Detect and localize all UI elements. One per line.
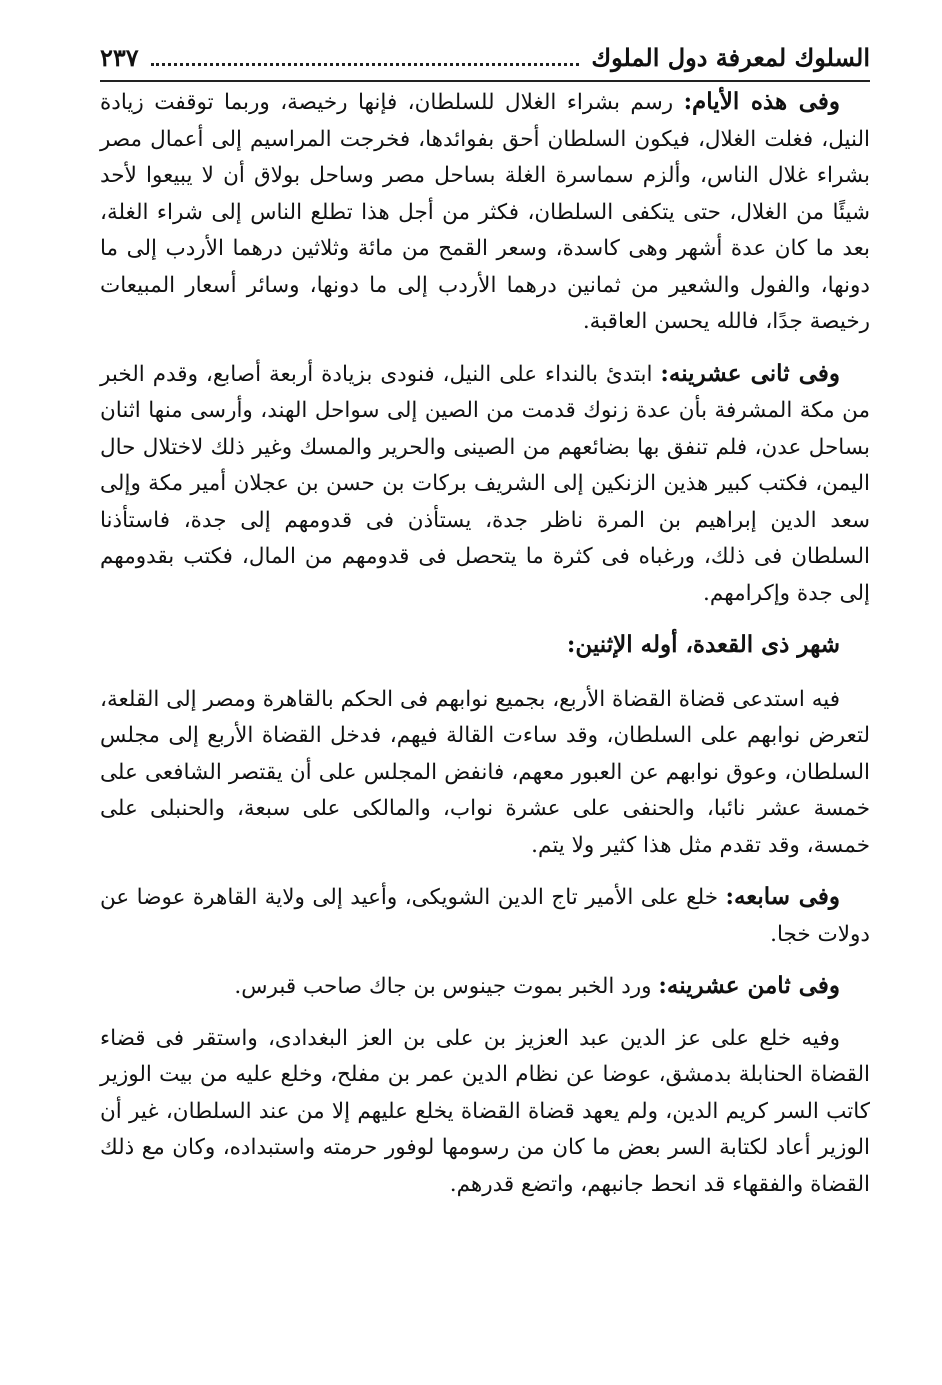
paragraph-lead: وفى هذه الأيام: bbox=[683, 88, 840, 115]
paragraph-judges bbox=[100, 682, 870, 865]
page-body bbox=[100, 84, 870, 1218]
header-dot-leader bbox=[151, 49, 580, 66]
running-header bbox=[100, 34, 870, 80]
paragraph-damascus bbox=[100, 1021, 870, 1204]
paragraph-7th bbox=[100, 879, 870, 953]
paragraph-text: ورد الخبر بموت جينوس بن جاك صاحب قبرس. bbox=[234, 974, 652, 999]
paragraph-text: فيه استدعى قضاة القضاة الأربع، بجميع نوابهم فى الحكم بالقاهرة ومصر إلى القلعة، لتعرض نوابهم على السلطان، وقد ساءت القالة فيهم، فدخل القضاة الأربع إلى مجلس السلطان، وعوق نوابهم عن العبور معهم، فانفض المجلس على أن يقتصر الشافعى على خمسة عشر نائبا، والحنفى على عشرة نواب، والمالكى على سبعة، والحنبلى على خمسة، وقد تقدم مثل هذا كثير ولا يتم. bbox=[100, 686, 870, 858]
paragraph-28th bbox=[100, 968, 870, 1006]
header-rule bbox=[100, 80, 870, 82]
book-title: السلوك لمعرفة دول الملوك bbox=[591, 42, 870, 72]
paragraph-days bbox=[100, 84, 870, 341]
paragraph-lead: وفى سابعه: bbox=[725, 883, 840, 910]
section-heading: شهر ذى القعدة، أوله الإثنين: bbox=[566, 631, 840, 658]
paragraph-text: ابتدئ بالنداء على النيل، فنودى بزيادة أربعة أصابع، وقدم الخبر من مكة المشرفة بأن عدة زنوك قدمت من الصين إلى سواحل الهند، وأرسى منها اثنان بساحل عدن، فلم تنفق بها بضائعهم من الصينى والحرير والمسك وغير ذلك لاختلال حال اليمن، فكتب كبير هذين الزنكين إلى الشريف بركات بن حسن بن عجلان أمير مكة وإلى سعد الدين إبراهيم بن المرة ناظر جدة، يستأذن فى قدومهم إلى جدة، فاستأذنا السلطان فى ذلك، ورغباه فى كثرة ما يتحصل فى قدومهم من المال، فكتب بقدومهم إلى جدة وإكرامهم. bbox=[100, 361, 870, 606]
paragraph-22nd bbox=[100, 356, 870, 613]
paragraph-text: وفيه خلع على عز الدين عبد العزيز بن على بن العز البغدادى، واستقر فى قضاء القضاة الحنابلة بدمشق، عوضا عن نظام الدين عمر بن مفلح، وخلع عليه من بيت الوزير كاتب السر كريم الدين، ولم يعهد قضاة القضاة يخلع عليهم إلا من عند السلطان، غير أن الوزير أعاد لكتابة السر بعض ما كان من رسومها لوفور حرمته واستبداده، وكان مع ذلك القضاة والفقهاء قد انحط جانبهم، واتضع قدرهم. bbox=[100, 1025, 870, 1197]
paragraph-lead: وفى ثانى عشرينه: bbox=[660, 359, 840, 387]
paragraph-text: خلع على الأمير تاج الدين الشويكى، وأعيد إلى ولاية القاهرة عوضا عن دولات خجا. bbox=[100, 885, 870, 947]
paragraph-lead: وفى ثامن عشرينه: bbox=[658, 972, 840, 999]
page-number: ٢٣٧ bbox=[100, 42, 139, 72]
paragraph-text: رسم بشراء الغلال للسلطان، فإنها رخيصة، وربما توقفت زيادة النيل، فغلت الغلال، فيكون السلطان أحق بفوائدها، فخرجت المراسيم إلى أعمال مصر بشراء غلال الناس، وألزم سماسرة الغلة بساحل مصر وساحل بولاق أن لا يبيعوا لأحد شيئًا من الغلال، حتى يتكفى السلطان، فكثر من أجل هذا تطلع الناس إلى شراء الغلة، بعد ما كان عدة أشهر وهى كاسدة، وسعر القمح من مائة وثلاثين درهما الأردب إلى ما دونها، والفول والشعير من ثمانين درهما الأردب إلى ما دونها، وسائر أسعار المبيعات رخيصة جدًا، فالله يحسن العاقبة. bbox=[100, 90, 870, 334]
